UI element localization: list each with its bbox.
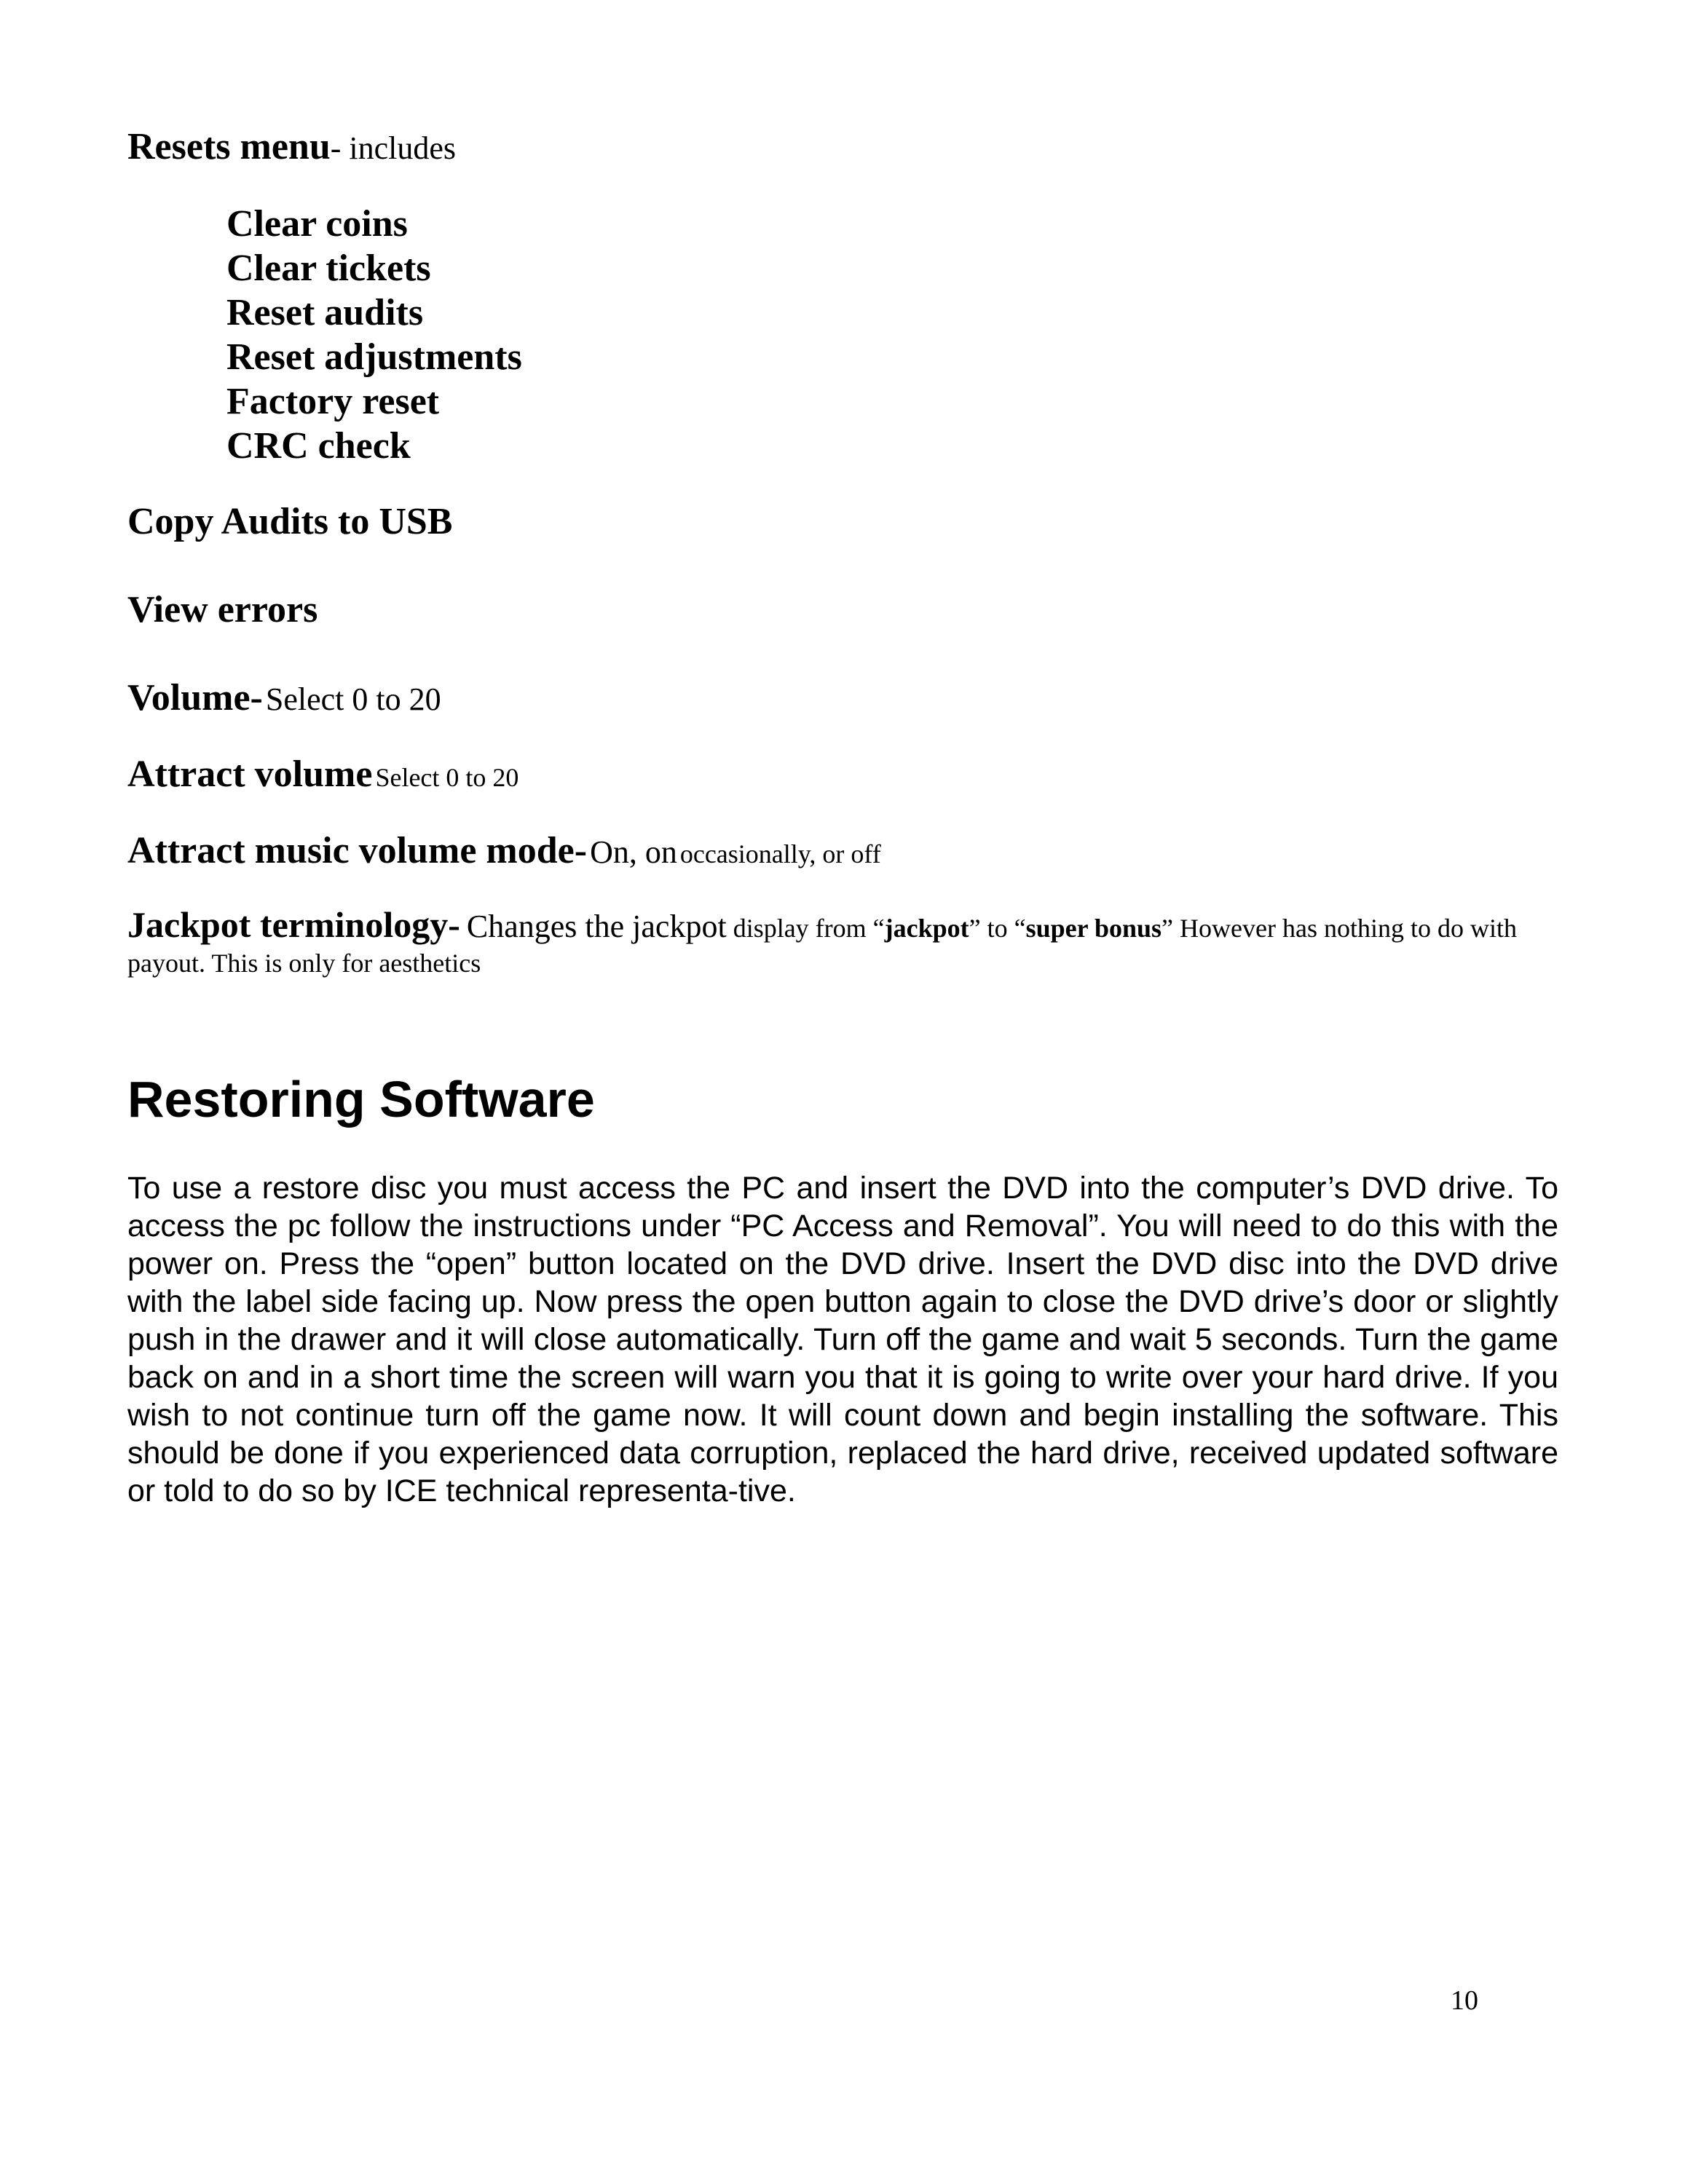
- jackpot-terminology-text-2: ” to “: [969, 914, 1026, 943]
- attract-music-volume-mode-description-small: occasionally, or off: [679, 839, 881, 869]
- jackpot-terminology-text-3: ” However has nothing to do with payout. This is only for aesthetics: [127, 914, 1517, 978]
- resets-menu-suffix: - includes: [330, 130, 457, 166]
- view-errors-heading: View errors: [127, 589, 318, 630]
- attract-volume-heading: Attract volume: [127, 753, 373, 795]
- attract-volume-line: [127, 753, 518, 796]
- resets-menu-item-clear-tickets: Clear tickets: [226, 248, 431, 289]
- jackpot-terminology-paragraph: [127, 904, 1555, 981]
- jackpot-terminology-text-1: display from “: [733, 914, 885, 943]
- restoring-software-body: To use a restore disc you must access the PC and insert the DVD into the computer’s DVD drive. To access the pc follow the instructions under “PC Access and Removal”. You will need to do this with the power on. Press the “open” button located on the DVD drive. Insert the DVD disc into the DVD drive with the label side facing up. Now press the open button again to close the DVD drive’s door or slightly push in the drawer and it will close automatically. Turn off the game and wait 5 seconds. Turn the game back on and in a short time the screen will warn you that it is going to write over your hard drive. If you wish to not continue turn off the game now. It will count down and begin installing the software. This should be done if you experienced data corruption, replaced the hard drive, received updated software or told to do so by ICE technical representa-tive.: [127, 1171, 1558, 1508]
- jackpot-terminology-description-large: Changes the jackpot: [466, 909, 727, 944]
- attract-music-volume-mode-heading: Attract music volume mode-: [127, 830, 588, 871]
- attract-music-volume-mode-line: [127, 829, 881, 872]
- volume-line: [127, 676, 441, 719]
- volume-description: Select 0 to 20: [265, 681, 441, 717]
- resets-menu-item-reset-audits: Reset audits: [226, 292, 424, 333]
- resets-menu-line: [127, 125, 456, 168]
- volume-heading: Volume-: [127, 677, 263, 719]
- restoring-software-title: Restoring Software: [127, 1071, 595, 1128]
- resets-menu-item-crc-check: CRC check: [226, 425, 411, 467]
- jackpot-term-super-bonus: super bonus: [1025, 914, 1162, 943]
- resets-menu-heading: Resets menu: [127, 126, 331, 167]
- resets-menu-item-factory-reset: Factory reset: [226, 381, 440, 422]
- attract-music-volume-mode-description-large: On, on: [590, 834, 677, 870]
- page-number: 10: [1451, 1985, 1478, 2016]
- jackpot-term-jackpot: jackpot: [884, 914, 969, 943]
- copy-audits-heading: Copy Audits to USB: [127, 501, 453, 542]
- resets-menu-list: [226, 202, 522, 468]
- jackpot-terminology-heading: Jackpot terminology-: [127, 904, 460, 945]
- attract-volume-description: Select 0 to 20: [375, 763, 519, 792]
- resets-menu-item-clear-coins: Clear coins: [226, 203, 408, 245]
- resets-menu-item-reset-adjustments: Reset adjustments: [226, 336, 522, 378]
